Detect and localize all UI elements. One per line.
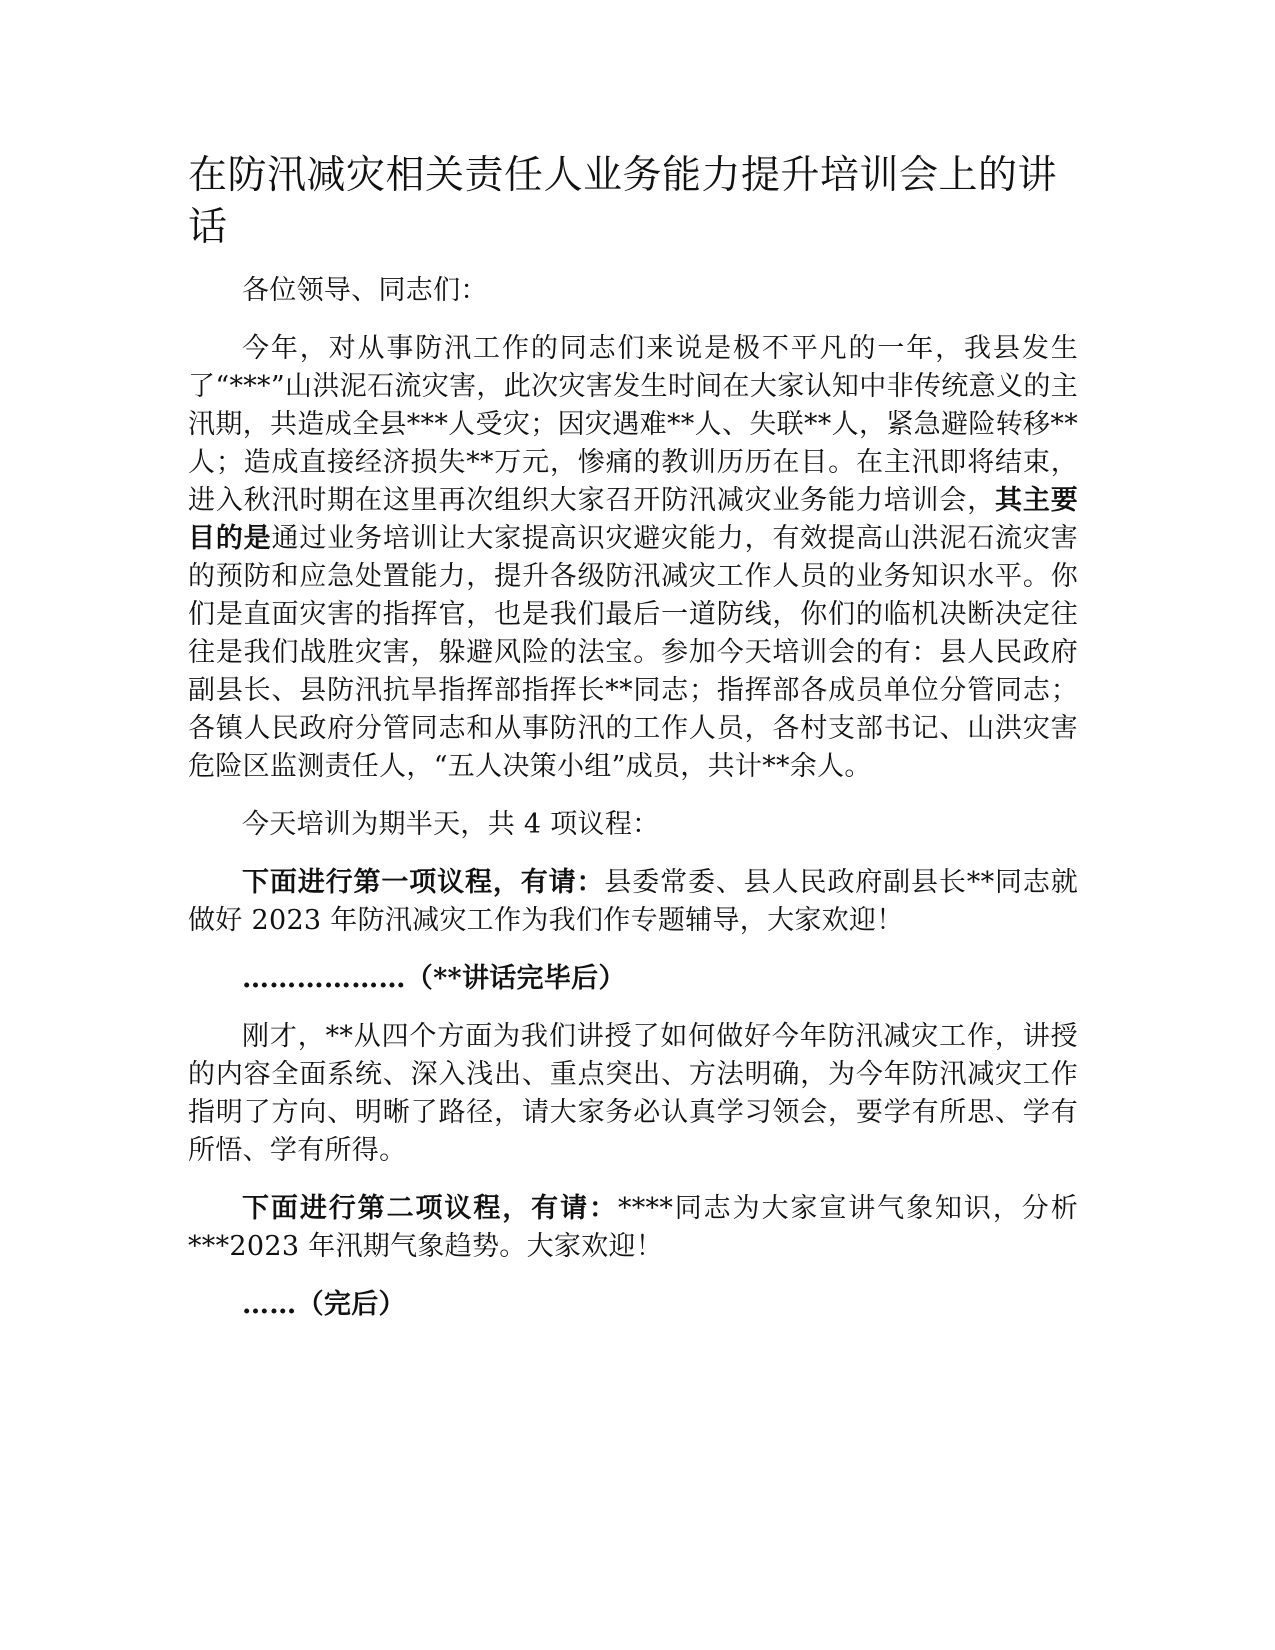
paragraph-speech-end-note: ………………（**讲话完毕后） <box>242 963 626 994</box>
salutation: 各位领导、同志们： <box>242 275 488 306</box>
paragraph-agenda-overview: 今天培训为期半天，共 4 项议程： <box>242 809 660 840</box>
agenda-item-2-lead: 下面进行第二项议程，有请： <box>242 1193 618 1224</box>
paragraph-after-note: ……（完后） <box>242 1289 406 1320</box>
paragraph-intro-text-2: 通过业务培训让大家提高识灾避灾能力，有效提高山洪泥石流灾害的预防和应急处置能力，提升各级防汛减灾工作人员的业务知识水平。你们是直面灾害的指挥官，也是我们最后一道防线，你们的临机决断决定往往是我们战胜灾害，躲避风险的法宝。参加今天培训会的有：县人民政府副县长、县防汛抗旱指挥部指挥长**同志；指挥部各成员单位分管同志；各镇人民政府分管同志和从事防汛的工作人员，各村支部书记、山洪灾害危险区监测责任人，“五人决策小组”成员，共计**余人。 <box>188 523 1079 782</box>
agenda-item-2-text: ****同志为大家宣讲气象知识，分析***2023 年汛期气象趋势。大家欢迎！ <box>188 1193 1078 1262</box>
paragraph-summary: 刚才，**从四个方面为我们讲授了如何做好今年防汛减灾工作，讲授的内容全面系统、深入浅出、重点突出、方法明确，为今年防汛减灾工作指明了方向、明晰了路径，请大家务必认真学习领会，要学有所思、学有所悟、学有所得。 <box>188 1021 1078 1166</box>
document-title: 在防汛减灾相关责任人业务能力提升培训会上的讲话 <box>188 153 1058 250</box>
document-page <box>188 150 1078 1344</box>
paragraph-intro <box>188 330 1078 786</box>
paragraph-intro-emphasis: 其主要目的是 <box>188 485 1078 554</box>
agenda-item-1-text: 县委常委、县人民政府副县长**同志就做好 2023 年防汛减灾工作为我们作专题辅导，大家欢迎！ <box>188 867 1078 936</box>
paragraph-agenda-item-1 <box>188 864 1078 940</box>
agenda-item-1-lead: 下面进行第一项议程，有请： <box>242 867 605 898</box>
paragraph-agenda-item-2 <box>188 1190 1078 1266</box>
paragraph-intro-text-1: 今年，对从事防汛工作的同志们来说是极不平凡的一年，我县发生了“***”山洪泥石流灾害，此次灾害发生时间在大家认知中非传统意义的主汛期，共造成全县***人受灾；因灾遇难**人、失联**人，紧急避险转移**人；造成直接经济损失**万元，惨痛的教训历历在目。在主汛即将结束，进入秋汛时期在这里再次组织大家召开防汛减灾业务能力培训会， <box>188 333 1078 516</box>
